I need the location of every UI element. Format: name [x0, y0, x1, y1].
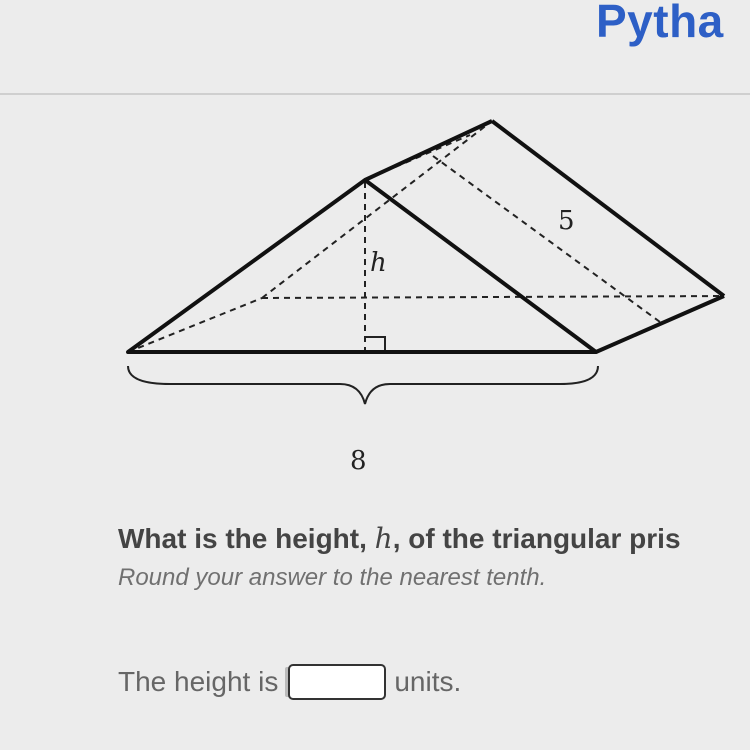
height-label: h [370, 248, 387, 278]
slant-length-label: 5 [558, 206, 575, 236]
slant-edge-top [492, 121, 724, 296]
ridge-edge [365, 121, 492, 180]
answer-suffix: units. [394, 666, 462, 697]
answer-row [118, 664, 461, 700]
right-angle-marker [365, 337, 385, 352]
question-suffix: , of the triangular pris [392, 523, 681, 554]
question-prefix: What is the height, [118, 523, 375, 554]
base-brace [128, 366, 598, 404]
question-text [118, 522, 681, 555]
base-edge-right [596, 296, 724, 352]
height-answer-input[interactable] [288, 664, 386, 700]
page-title: Pytha [596, 0, 724, 47]
base-length-label: 8 [350, 446, 367, 476]
front-triangle-face [128, 180, 596, 352]
answer-prefix: The height is [118, 666, 279, 697]
hidden-edge-back-base [128, 298, 262, 352]
rounding-instruction: Round your answer to the nearest tenth. [118, 564, 547, 591]
hidden-edge-back-floor [262, 296, 724, 298]
question-variable: h [374, 522, 393, 555]
